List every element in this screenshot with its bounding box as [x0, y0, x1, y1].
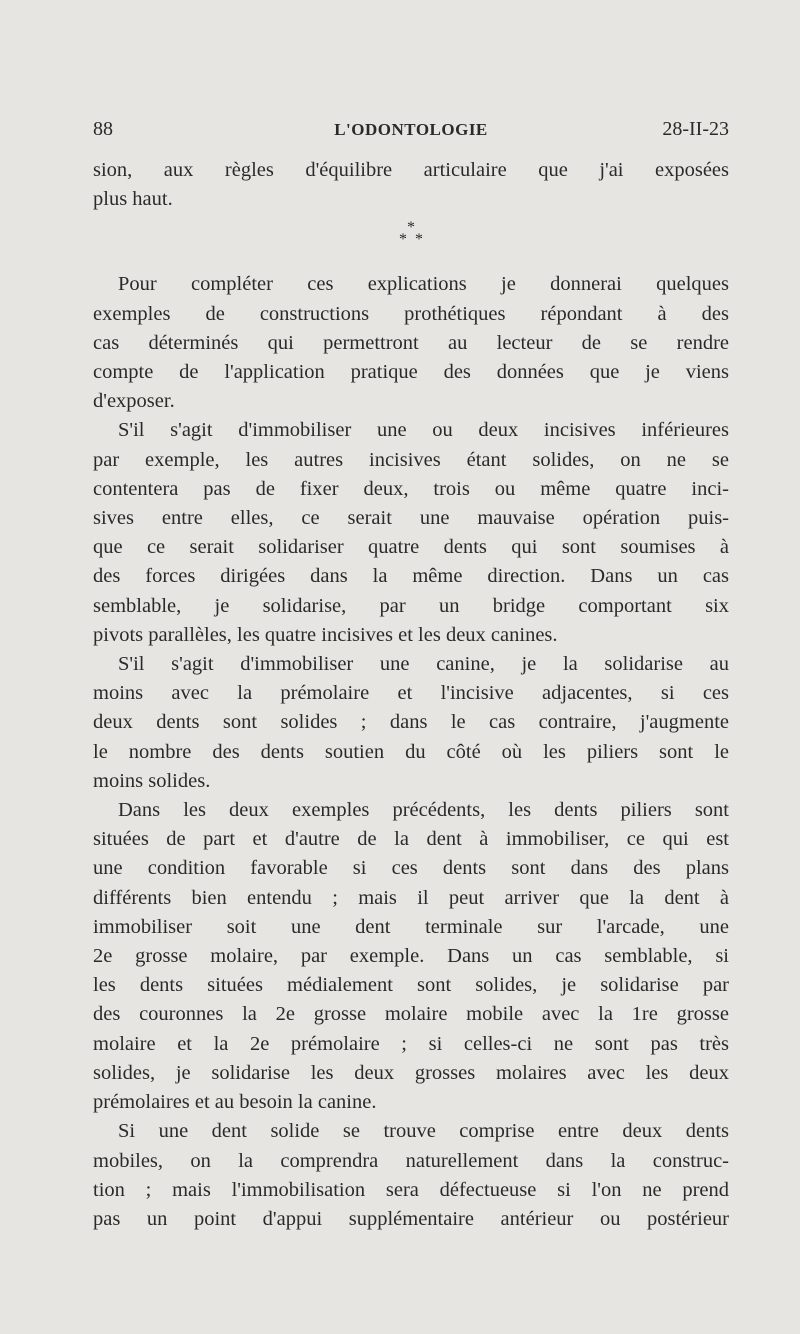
paragraph-5	[93, 796, 729, 825]
text-line: 2e grosse molaire, par exemple. Dans un cas semblable, si	[93, 945, 729, 968]
text-line: molaire et la 2e prémolaire ; si celles-ci ne sont pas très	[93, 1032, 729, 1055]
text-line: Pour compléter ces explications je donnerai quelques	[118, 273, 729, 296]
paragraph-3-line	[93, 621, 729, 650]
section-separator	[93, 214, 729, 270]
running-header	[93, 118, 729, 148]
paragraph-4	[93, 650, 729, 679]
paragraph-5-line	[93, 1030, 729, 1059]
text-line: moins solides.	[93, 769, 211, 792]
paragraph-2-line	[93, 329, 729, 358]
text-line: par exemple, les autres incisives étant solides, on ne se	[93, 448, 729, 471]
text-line: pivots parallèles, les quatre incisives et les deux canines.	[93, 623, 558, 646]
text-line: prémolaires et au besoin la canine.	[93, 1091, 377, 1114]
paragraph-4-line	[93, 767, 729, 796]
paragraph-4-line	[93, 708, 729, 737]
text-line: des couronnes la 2e grosse molaire mobile avec la 1re grosse	[93, 1003, 729, 1026]
text-line: compte de l'application pratique des données que je viens	[93, 361, 729, 384]
text-line: contentera pas de fixer deux, trois ou même quatre inci-	[93, 477, 729, 500]
text-line: plus haut.	[93, 188, 173, 211]
asterisk-top: *	[407, 219, 415, 237]
text-line: une condition favorable si ces dents sont dans des plans	[93, 857, 729, 880]
paragraph-6-line	[93, 1176, 729, 1205]
paragraph-3-line	[93, 533, 729, 562]
text-line: solides, je solidarise les deux grosses molaires avec les deux	[93, 1061, 729, 1084]
text-line: exemples de constructions prothétiques répondant à des	[93, 302, 729, 325]
paragraph-3-line	[93, 446, 729, 475]
text-line: sion, aux règles d'équilibre articulaire que j'ai exposées	[93, 159, 729, 181]
paragraph-6-line	[93, 1205, 729, 1234]
text-line: mobiles, on la comprendra naturellement dans la construc-	[93, 1149, 729, 1172]
body-text	[93, 156, 729, 1234]
paragraph-2-line	[93, 300, 729, 329]
text-line: que ce serait solidariser quatre dents qui sont soumises à	[93, 536, 729, 559]
text-line: cas déterminés qui permettront au lecteur de se rendre	[93, 331, 729, 354]
paragraph-5-line	[93, 1088, 729, 1117]
text-line: moins avec la prémolaire et l'incisive adjacentes, si ces	[93, 682, 729, 705]
text-line: différents bien entendu ; mais il peut arriver que la dent à	[93, 886, 729, 909]
paragraph-5-line	[93, 942, 729, 971]
paragraph-5-line	[93, 1000, 729, 1029]
text-line: semblable, je solidarise, par un bridge comportant six	[93, 594, 729, 617]
text-line: S'il s'agit d'immobiliser une ou deux incisives inférieures	[118, 419, 729, 442]
text-line: S'il s'agit d'immobiliser une canine, je la solidarise au	[118, 653, 729, 676]
text-line: le nombre des dents soutien du côté où les piliers sont le	[93, 740, 729, 763]
asterisk-bottom: * *	[399, 231, 423, 249]
paragraph-2	[93, 270, 729, 299]
paragraph-6	[93, 1117, 729, 1146]
paragraph-3-line	[93, 592, 729, 621]
text-line: situées de part et d'autre de la dent à immobiliser, ce qui est	[93, 828, 729, 851]
text-line: les dents situées médialement sont solides, je solidarise par	[93, 974, 729, 997]
paragraph-6-line	[93, 1147, 729, 1176]
paragraph-5-line	[93, 1059, 729, 1088]
text-line: sives entre elles, ce serait une mauvaise opération puis-	[93, 507, 729, 530]
paragraph-3	[93, 416, 729, 445]
text-line: d'exposer.	[93, 390, 175, 413]
paragraph-5-line	[93, 971, 729, 1000]
paragraph-3-line	[93, 475, 729, 504]
paragraph-2-line	[93, 387, 729, 416]
paragraph-4-line	[93, 679, 729, 708]
paragraph-3-line	[93, 562, 729, 591]
issue-date: 28-II-23	[662, 118, 729, 140]
paragraph-5-line	[93, 913, 729, 942]
paragraph-1-end	[93, 185, 729, 214]
paragraph-5-line	[93, 825, 729, 854]
paragraph-4-line	[93, 738, 729, 767]
text-line: tion ; mais l'immobilisation sera défectueuse si l'on ne prend	[93, 1178, 729, 1201]
page-number: 88	[93, 118, 113, 140]
paragraph-5-line	[93, 854, 729, 883]
journal-title: L'ODONTOLOGIE	[334, 120, 488, 139]
paragraph-5-line	[93, 884, 729, 913]
text-line: immobiliser soit une dent terminale sur l'arcade, une	[93, 915, 729, 938]
paragraph-1	[93, 156, 729, 185]
text-line: des forces dirigées dans la même direction. Dans un cas	[93, 565, 729, 588]
text-line: deux dents sont solides ; dans le cas contraire, j'augmente	[93, 711, 729, 734]
paragraph-2-line	[93, 358, 729, 387]
text-line: Dans les deux exemples précédents, les dents piliers sont	[118, 799, 729, 822]
text-line: pas un point d'appui supplémentaire antérieur ou postérieur	[93, 1207, 729, 1230]
text-line: Si une dent solide se trouve comprise entre deux dents	[118, 1120, 729, 1143]
paragraph-3-line	[93, 504, 729, 533]
